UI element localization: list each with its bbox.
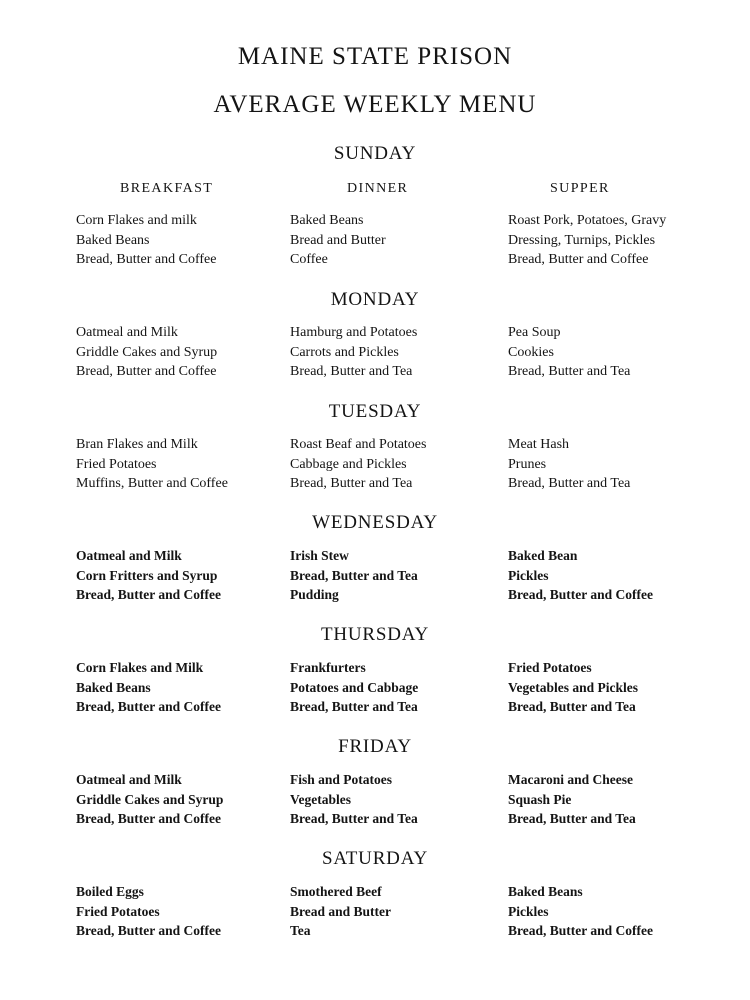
- menu-item: Fish and Potatoes: [290, 772, 393, 787]
- menu-item: Cabbage and Pickles: [290, 456, 407, 472]
- breakfast-list: [76, 435, 228, 494]
- menu-item: Bread, Butter and Tea: [508, 364, 631, 379]
- day-heading-saturday: SATURDAY: [321, 848, 428, 869]
- menu-item: Dressing, Turnips, Pickles: [508, 232, 656, 248]
- menu-item: Pickles: [508, 903, 549, 919]
- breakfast-list: [76, 211, 216, 270]
- menu-item: Roast Pork, Potatoes, Gravy: [508, 213, 667, 228]
- menu-item: Bread, Butter and Coffee: [76, 587, 221, 602]
- menu-item: Bread, Butter and Tea: [508, 476, 631, 491]
- dinner-list: [290, 882, 391, 941]
- menu-item: Corn Flakes and Milk: [76, 660, 204, 675]
- day-heading-sunday: SUNDAY: [333, 143, 417, 164]
- breakfast-list: [76, 658, 221, 717]
- menu-item: Bread, Butter and Tea: [290, 567, 418, 583]
- menu-item: Bran Flakes and Milk: [76, 437, 198, 452]
- day-menu-saturday: [0, 882, 750, 942]
- day-heading-monday: MONDAY: [330, 289, 420, 310]
- menu-item: Bread and Butter: [290, 903, 392, 919]
- menu-item: Vegetables: [290, 791, 351, 807]
- dinner-list: [290, 658, 418, 717]
- menu-item: Meat Hash: [508, 437, 570, 452]
- menu-item: Squash Pie: [508, 791, 572, 807]
- supper-list: [508, 658, 638, 717]
- menu-item: Bread, Butter and Coffee: [508, 252, 649, 267]
- menu-item: Corn Fritters and Syrup: [76, 567, 218, 583]
- day-heading-wednesday: WEDNESDAY: [312, 512, 438, 533]
- supper-list: [508, 882, 653, 941]
- column-heading-supper: SUPPER: [550, 181, 610, 196]
- menu-item: Bread, Butter and Tea: [290, 699, 418, 714]
- dinner-list: [290, 435, 426, 494]
- day-menu-monday: [0, 323, 750, 383]
- menu-item: Oatmeal and Milk: [76, 772, 182, 787]
- day-heading-friday: FRIDAY: [338, 736, 412, 757]
- day-menu-tuesday: [0, 435, 750, 495]
- menu-item: Coffee: [290, 252, 328, 267]
- menu-item: Baked Beans: [76, 232, 150, 248]
- menu-item: Hamburg and Potatoes: [290, 325, 418, 340]
- menu-item: Griddle Cakes and Syrup: [76, 791, 224, 807]
- column-heading-dinner: DINNER: [347, 181, 409, 196]
- menu-item: Carrots and Pickles: [290, 344, 399, 360]
- menu-item: Pickles: [508, 567, 549, 583]
- menu-item: Bread, Butter and Tea: [290, 364, 413, 379]
- menu-item: Bread, Butter and Tea: [508, 699, 636, 714]
- supper-list: [508, 323, 630, 382]
- menu-item: Bread, Butter and Coffee: [508, 923, 653, 938]
- menu-item: Baked Beans: [508, 884, 583, 899]
- dinner-list: [290, 211, 386, 270]
- menu-item: Baked Beans: [76, 679, 151, 695]
- menu-item: Prunes: [508, 456, 547, 472]
- day-menu-thursday: [0, 658, 750, 718]
- menu-item: Bread, Butter and Tea: [290, 476, 413, 491]
- breakfast-list: [76, 323, 217, 382]
- menu-item: Oatmeal and Milk: [76, 325, 178, 340]
- menu-item: Fried Potatoes: [508, 660, 592, 675]
- menu-item: Cookies: [508, 344, 554, 360]
- dinner-list: [290, 770, 418, 829]
- menu-item: Corn Flakes and milk: [76, 213, 197, 228]
- menu-item: Bread and Butter: [290, 232, 386, 248]
- menu-item: Baked Beans: [290, 213, 364, 228]
- menu-item: Griddle Cakes and Syrup: [76, 344, 218, 360]
- menu-item: Oatmeal and Milk: [76, 548, 182, 563]
- menu-item: Pea Soup: [508, 325, 561, 340]
- menu-item: Fried Potatoes: [76, 456, 157, 472]
- breakfast-list: [76, 770, 223, 829]
- page-title: MAINE STATE PRISON: [237, 43, 513, 70]
- menu-item: Bread, Butter and Tea: [508, 811, 636, 826]
- menu-item: Bread, Butter and Coffee: [76, 923, 221, 938]
- menu-item: Muffins, Butter and Coffee: [76, 476, 228, 491]
- menu-item: Frankfurters: [290, 660, 366, 675]
- menu-item: Fried Potatoes: [76, 903, 160, 919]
- menu-item: Bread, Butter and Coffee: [76, 699, 221, 714]
- menu-item: Boiled Eggs: [76, 884, 144, 899]
- supper-list: [508, 211, 666, 270]
- supper-list: [508, 435, 630, 494]
- menu-item: Baked Bean: [508, 548, 578, 563]
- column-heading-breakfast: BREAKFAST: [120, 181, 214, 196]
- menu-item: Tea: [290, 923, 311, 938]
- menu-item: Roast Beaf and Potatoes: [290, 437, 427, 452]
- day-heading-thursday: THURSDAY: [320, 624, 430, 645]
- menu-item: Potatoes and Cabbage: [290, 679, 419, 695]
- supper-list: [508, 770, 636, 829]
- dinner-list: [290, 546, 418, 605]
- supper-list: [508, 546, 653, 605]
- menu-item: Macaroni and Cheese: [508, 772, 633, 787]
- page-subtitle: AVERAGE WEEKLY MENU: [213, 91, 537, 118]
- menu-item: Smothered Beef: [290, 884, 382, 899]
- breakfast-list: [76, 882, 221, 941]
- menu-item: Bread, Butter and Coffee: [76, 364, 217, 379]
- menu-item: Bread, Butter and Coffee: [76, 252, 217, 267]
- menu-item: Bread, Butter and Tea: [290, 811, 418, 826]
- day-heading-tuesday: TUESDAY: [328, 401, 422, 422]
- dinner-list: [290, 323, 417, 382]
- day-menu-wednesday: [0, 546, 750, 606]
- day-menu-sunday: [0, 211, 750, 271]
- menu-item: Irish Stew: [290, 548, 349, 563]
- menu-item: Vegetables and Pickles: [508, 679, 639, 695]
- breakfast-list: [76, 546, 221, 605]
- menu-item: Bread, Butter and Coffee: [76, 811, 221, 826]
- menu-item: Pudding: [290, 587, 339, 602]
- day-menu-friday: [0, 770, 750, 830]
- menu-item: Bread, Butter and Coffee: [508, 587, 653, 602]
